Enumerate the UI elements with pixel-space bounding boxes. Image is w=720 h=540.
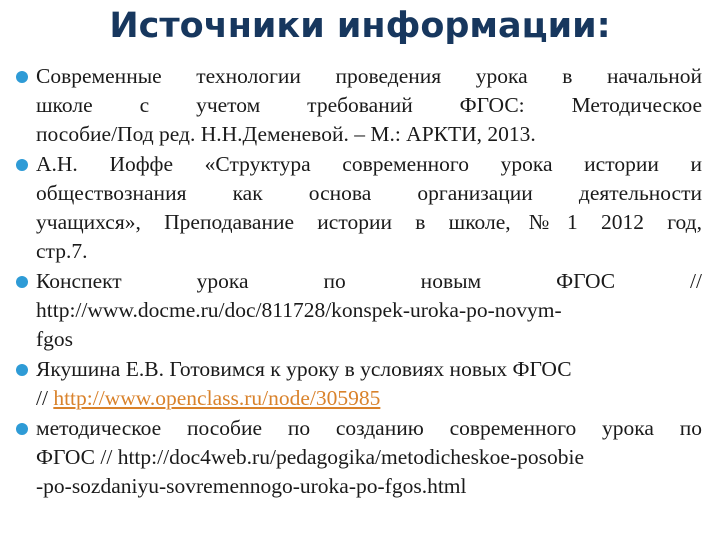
list-item	[12, 150, 702, 266]
source-text-line: стр.7.	[36, 239, 88, 263]
sources-list	[12, 62, 702, 502]
bullet-icon	[16, 159, 28, 171]
list-item	[12, 62, 702, 149]
openclass-link[interactable]: http://www.openclass.ru/node/305985	[53, 386, 381, 410]
source-text-line: Якушина Е.В. Готовимся к уроку в условиях новых ФГОС	[36, 357, 572, 381]
source-text-line: -po-sozdaniyu-sovremennogo-uroka-po-fgos.html	[36, 474, 467, 498]
source-text-line: http://www.docme.ru/doc/811728/konspek-uroka-po-novym-	[36, 298, 562, 322]
bullet-icon	[16, 364, 28, 376]
link-prefix: //	[36, 386, 54, 410]
list-item	[12, 355, 702, 413]
bullet-icon	[16, 276, 28, 288]
source-text-line: методическое пособие по созданию современного урока по	[36, 416, 702, 440]
bullet-icon	[16, 71, 28, 83]
source-text-line: учащихся», Преподавание истории в школе,№1 2012 год,	[36, 210, 702, 234]
source-text-line: школе с учетом требований ФГОС: Методическое	[36, 93, 702, 117]
source-link-line	[36, 384, 702, 413]
list-item	[12, 414, 702, 501]
slide-title: Источники информации:	[109, 6, 611, 46]
source-text-line: обществознания как основа организации деятельности	[36, 181, 702, 205]
source-text-line: fgos	[36, 327, 74, 351]
source-text-line: А.Н. Иоффе «Структура современного урока истории и	[36, 152, 702, 176]
list-item	[12, 267, 702, 354]
bullet-icon	[16, 423, 28, 435]
source-text-line: пособие/Под ред. Н.Н.Деменевой. – М.: АРКТИ, 2013.	[36, 122, 536, 146]
source-text-line: ФГОС // http://doc4web.ru/pedagogika/metodicheskoe-posobie	[36, 445, 585, 469]
source-text-line: Конспект урока по новым ФГОС //	[36, 269, 702, 293]
source-text-line: Современные технологии проведения урока в начальной	[36, 64, 702, 88]
